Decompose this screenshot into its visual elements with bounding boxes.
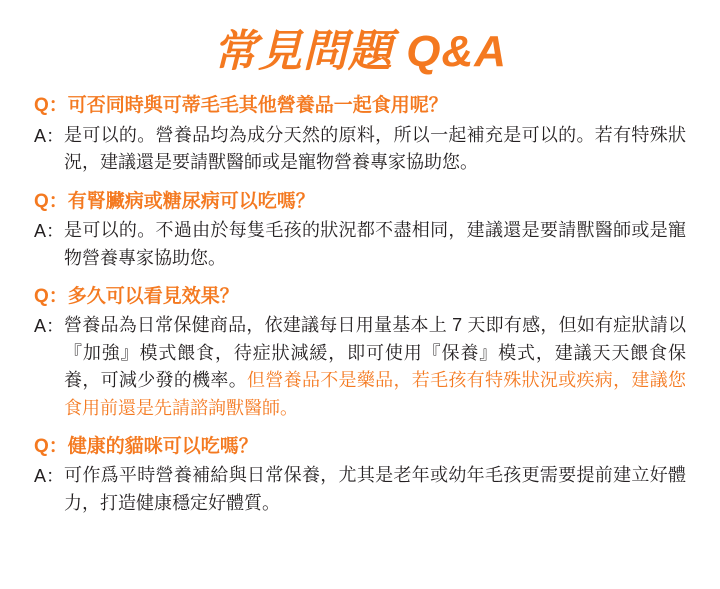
question-row bbox=[34, 92, 686, 120]
answer-row bbox=[34, 312, 686, 421]
faq-item-2 bbox=[34, 188, 686, 272]
answer-body: 是可以的。營養品均為成分天然的原料，所以一起補充是可以的。若有特殊狀況，建議還是要請獸醫師或是寵物營養專家協助您。 bbox=[64, 124, 686, 173]
answer-row bbox=[34, 462, 686, 517]
question-text: 有腎臟病或糖尿病可以吃嗎？ bbox=[67, 190, 315, 212]
question-label: Q： bbox=[34, 435, 68, 457]
question-row bbox=[34, 283, 686, 311]
question-row bbox=[34, 433, 686, 461]
answer-body: 營養品為日常保健商品，依建議每日用量基本上 7 天即有感，但如有症狀請以『加強』模式餵食，待症狀減緩，即可使用『保養』模式，建議天天餵食保養，可減少發的機率。 bbox=[64, 315, 686, 391]
answer-text bbox=[64, 122, 686, 177]
question-text: 健康的貓咪可以吃嗎？ bbox=[67, 435, 258, 457]
answer-row bbox=[34, 122, 686, 177]
answer-text bbox=[64, 462, 686, 517]
answer-text bbox=[64, 312, 686, 421]
answer-label: A： bbox=[34, 466, 65, 487]
question-label: Q： bbox=[34, 95, 68, 117]
answer-row bbox=[34, 217, 686, 272]
answer-body: 是可以的。不過由於每隻毛孩的狀況都不盡相同，建議還是要請獸醫師或是寵物營養專家協助您。 bbox=[64, 220, 686, 268]
answer-text bbox=[64, 217, 686, 272]
faq-item-3 bbox=[34, 283, 686, 422]
answer-label: A： bbox=[34, 125, 65, 146]
question-row bbox=[34, 188, 686, 216]
question-text: 可否同時與可蒂毛毛其他營養品一起食用呢？ bbox=[67, 95, 448, 117]
answer-body: 可作爲平時營養補給與日常保養，尤其是老年或幼年毛孩更需要提前建立好體力，打造健康穩定好體質。 bbox=[64, 465, 686, 513]
question-label: Q： bbox=[34, 190, 68, 212]
faq-item-4 bbox=[34, 433, 686, 517]
answer-label: A： bbox=[34, 316, 65, 337]
answer-label: A： bbox=[34, 221, 65, 242]
answer-highlight: 但營養品不是藥品，若毛孩有特殊狀況或疾病，建議您食用前還是先請諮詢獸醫師。 bbox=[64, 370, 687, 418]
faq-item-1 bbox=[34, 92, 686, 176]
page-title: 常見問題 Q&A bbox=[213, 27, 507, 76]
question-label: Q： bbox=[34, 285, 68, 307]
question-text: 多久可以看見效果？ bbox=[67, 285, 239, 307]
